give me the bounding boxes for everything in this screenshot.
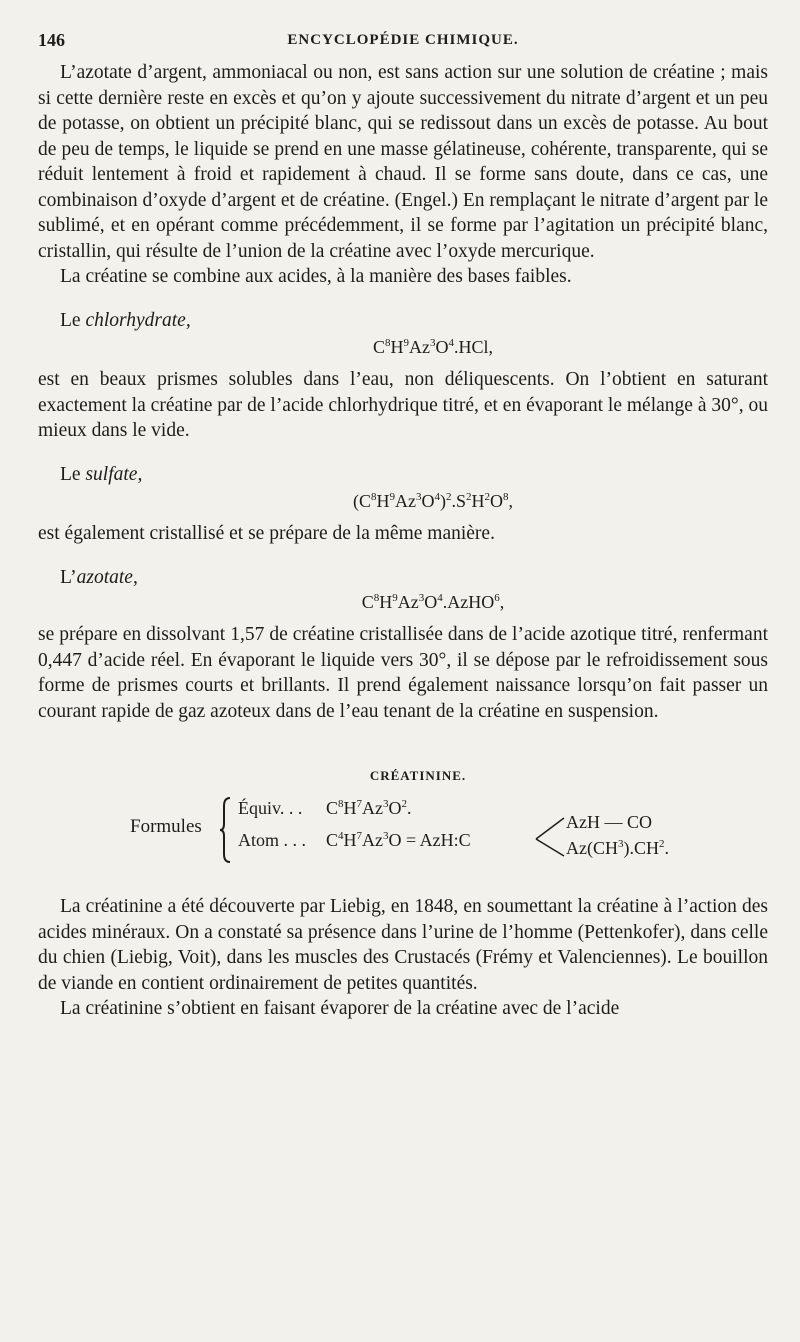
atom-formula: $C^4H^7Az^3O$ = AzH:C <box>326 830 471 850</box>
paragraph-sulfate-intro <box>38 462 768 488</box>
formula-row-atom <box>238 830 471 851</box>
paragraph-creatinine-preparation: La créatinine s’obtient en faisant évaporer de la créatine avec de l’acide <box>60 998 620 1019</box>
intro-prefix: Le <box>60 463 86 485</box>
branch-bottom-group: $Az(CH^3).CH^2$. <box>566 838 669 858</box>
term-sulfate: sulfate, <box>85 463 143 485</box>
intro-prefix: L’ <box>60 566 77 588</box>
branch-top-group: AzH — CO <box>566 812 652 832</box>
atom-label: Atom . . . <box>238 830 307 850</box>
page-body <box>38 60 768 1022</box>
paragraph-azotate-intro <box>38 565 768 591</box>
term-chlorhydrate: chlorhydrate, <box>85 309 191 331</box>
equiv-formula: $C^8H^7Az^3O^2$. <box>326 798 412 818</box>
paragraph-silver-nitrate: L’azotate d’argent, ammoniacal ou non, est sans action sur une solution de créatine ; mais si cette dernière reste en excès et qu’on y ajoute successivement du nitrate d’argent et un peu de potasse, on obtient un précipité blanc, qui se redissout dans un excès de potasse. Au bout de peu de temps, le liquide se prend en une masse gélatineuse, cohérente, transparente, qui se réduit lentement à froid et rapidement à chaud. Il se forme sans doute, dans ce cas, une combinaison d’oxyde d’argent et de créatine. (Engel.) En remplaçant le nitrate d’argent par le sublimé, et en opérant comme précédemment, il se forme par l’agitation un précipité blanc, cristallin, qui résulte de l’union de la créatine avec l’oxyde mercurique. <box>38 62 768 262</box>
page-number: 146 <box>38 30 65 50</box>
branch-lines-icon <box>534 812 566 860</box>
paragraph-sulfate: est également cristallisé et se prépare de la même manière. <box>38 523 495 544</box>
formula-row-equiv <box>238 798 412 819</box>
formula-chlorhydrate: $C^8H^9Az^3O^4.HCl$, <box>372 337 494 357</box>
formula-azotate: $C^8H^9Az^3O^4.AzHO^6$, <box>361 592 505 612</box>
paragraph-azotate: se prépare en dissolvant 1,57 de créatine cristallisée dans de l’acide azotique titré, renfermant 0,447 d’acide réel. En évaporant le liquide vers 30°, il se dépose par le refroidissement sous forme de prismes courts et brillants. Il prend également naissance lorsqu’on fait passer un courant rapide de gaz azoteux dans de l’eau tenant de la créatine en suspension. <box>38 624 768 722</box>
page-header <box>38 30 768 56</box>
paragraph-chlorhydrate: est en beaux prismes solubles dans l’eau, non déliquescents. On l’obtient en saturant exactement la créatine par de l’acide chlorhydrique titré, et en évaporant le mélange à 30°, ou mieux dans le vide. <box>38 369 768 441</box>
section-title-creatinine: CRÉATININE. <box>369 768 467 783</box>
formulas-label: Formules <box>130 816 202 837</box>
paragraph-acids: La créatine se combine aux acides, à la manière des bases faibles. <box>60 266 572 287</box>
paragraph-chlorhydrate-intro <box>38 308 768 334</box>
intro-prefix: Le <box>60 309 86 331</box>
formula-sulfate: $(C^8H^9Az^3O^4)^2.S^2H^2O^8$, <box>352 491 513 511</box>
left-brace-icon <box>218 796 234 864</box>
creatinine-formulas <box>38 792 768 870</box>
term-azotate: azotate, <box>76 566 138 588</box>
equiv-label: Équiv. . . <box>238 798 303 818</box>
paragraph-creatinine-discovery: La créatinine a été découverte par Liebig, en 1848, en soumettant la créatine à l’action des acides minéraux. On a constaté sa présence dans l’urine de l’homme (Pettenkofer), dans celle du chien (Liebig, Voit), dans les muscles des Crustacés (Frémy et Valenciennes). Le bouillon de viande en contient ordinairement de petites quantités. <box>38 896 768 994</box>
running-title: ENCYCLOPÉDIE CHIMIQUE. <box>287 32 519 48</box>
